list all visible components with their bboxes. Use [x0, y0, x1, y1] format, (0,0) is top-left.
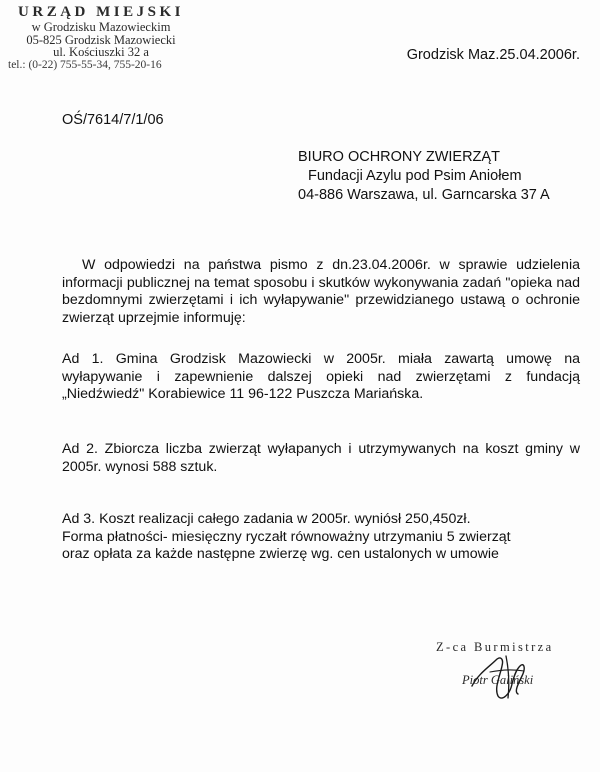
addressee-line-2: Fundacji Azylu pod Psim Aniołem — [308, 168, 522, 184]
intro-paragraph: W odpowiedzi na państwa pismo z dn.23.04.2006r. w sprawie udzielenia informacji publicznej na temat sposobu i skutków wykonywania zadań "opieka nad bezdomnymi zwierzętami i ich wyłapywanie" przewidzianego ustawą o ochronie zwierząt uprzejmie informuję: — [62, 257, 580, 326]
handwritten-signature-icon — [420, 636, 590, 716]
office-stamp — [6, 4, 196, 72]
signature-title: Z-ca Burmistrza — [436, 640, 554, 654]
addressee-block — [298, 148, 550, 205]
ad3-line-2: Forma płatności- miesięczny ryczałt równoważny utrzymaniu 5 zwierząt — [62, 528, 511, 545]
reference-number: OŚ/7614/7/1/06 — [62, 112, 164, 128]
ad3-line-3: oraz opłata za każde następne zwierzę wg. cen ustalonych w umowie — [62, 546, 499, 563]
stamp-line-3: ul. Kościuszki 32 a — [53, 45, 149, 59]
ad3-paragraph — [62, 511, 580, 564]
ad1-paragraph: Ad 1. Gmina Grodzisk Mazowiecki w 2005r. miała zawartą umowę na wyłapywanie i zapewnienie dalszej opieki nad zwierzętami z fundacją „Niedźwiedź" Korabiewice 11 96-122 Puszcza Mariańska. — [62, 351, 580, 403]
stamp-line-1: w Grodzisku Mazowieckim — [31, 20, 171, 34]
ad2-paragraph: Ad 2. Zbiorcza liczba zwierząt wyłapanych i utrzymywanych na koszt gminy w 2005r. wynosi 588 sztuk. — [62, 441, 580, 475]
stamp-phone: tel.: (0-22) 755-55-34, 755-20-16 — [8, 58, 162, 71]
stamp-title: URZĄD MIEJSKI — [18, 4, 184, 20]
letter-date: Grodzisk Maz.25.04.2006r. — [406, 47, 580, 63]
addressee-line-1: BIURO OCHRONY ZWIERZĄT — [298, 149, 500, 165]
signature-block — [420, 636, 590, 716]
addressee-line-3: 04-886 Warszawa, ul. Garncarska 37 A — [298, 187, 550, 203]
ad3-line-1: Ad 3. Koszt realizacji całego zadania w 2005r. wyniósł 250,450zł. — [62, 511, 471, 527]
stamp-line-2: 05-825 Grodzisk Mazowiecki — [26, 32, 176, 47]
signature-name: Piotr Galiński — [462, 673, 534, 687]
